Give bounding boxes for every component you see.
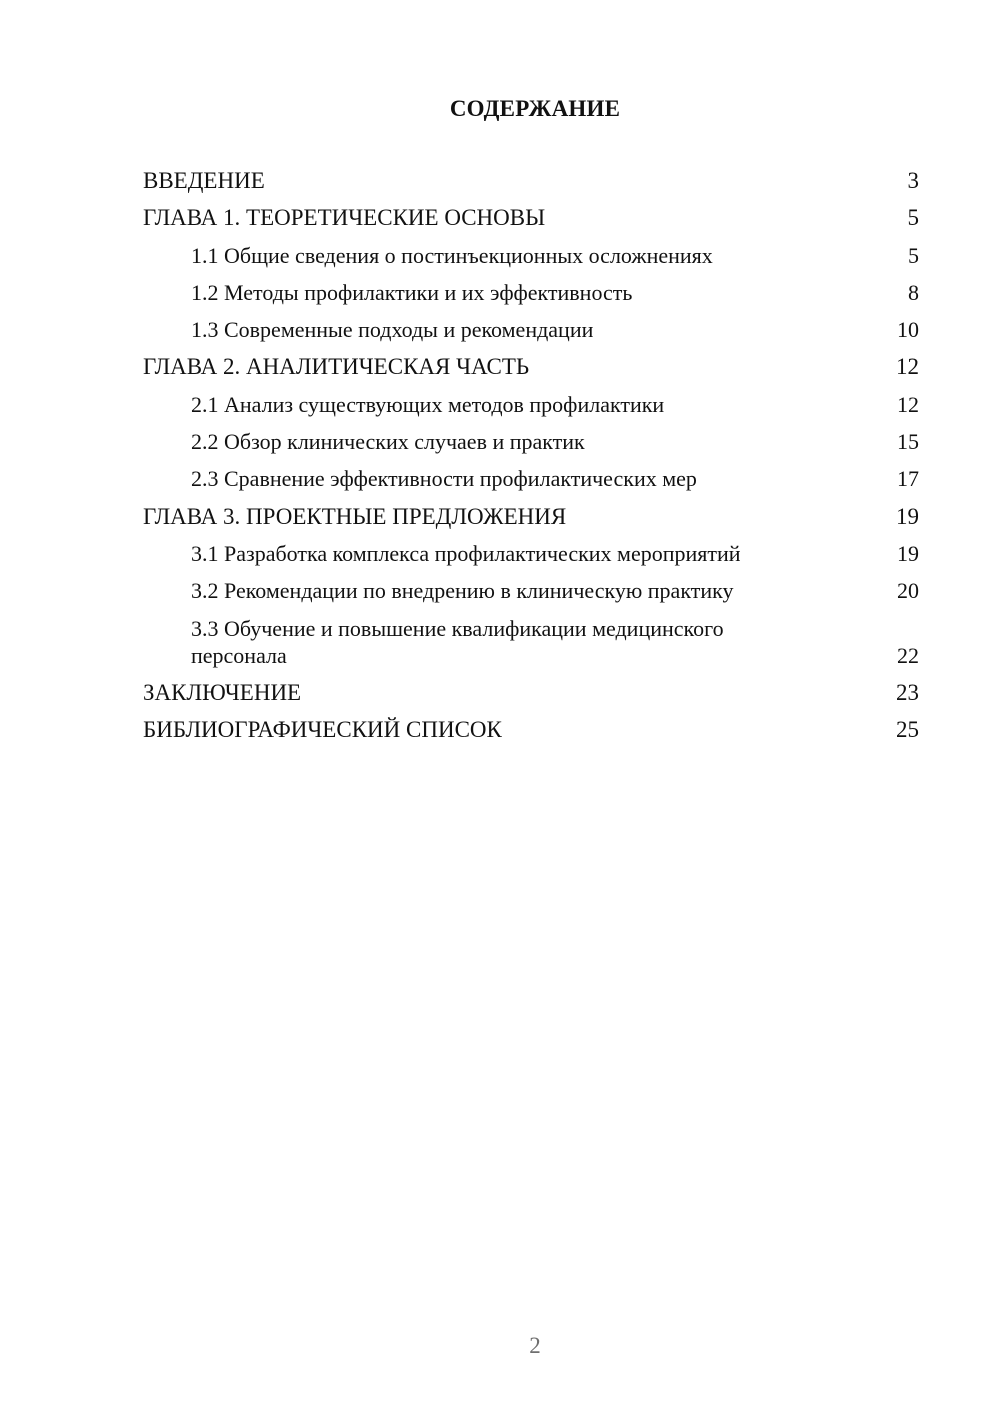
toc-entry-label: ГЛАВА 1. ТЕОРЕТИЧЕСКИЕ ОСНОВЫ xyxy=(143,205,546,231)
toc-entry-label: 1.3 Современные подходы и рекомендации xyxy=(191,317,594,343)
toc-entry-chapter-1[interactable] xyxy=(143,204,919,231)
toc-entry-label: ГЛАВА 3. ПРОЕКТНЫЕ ПРЕДЛОЖЕНИЯ xyxy=(143,503,567,529)
toc-entry-page: 19 xyxy=(897,540,919,566)
table-of-contents xyxy=(143,167,919,753)
toc-entry-label: 1.2 Методы профилактики и их эффективность xyxy=(191,279,633,305)
toc-entry-page: 5 xyxy=(907,205,919,231)
toc-entry-page: 10 xyxy=(897,317,919,343)
toc-entry-section-1-2[interactable] xyxy=(143,279,919,306)
toc-entry-introduction[interactable] xyxy=(143,167,919,194)
toc-entry-label: ЗАКЛЮЧЕНИЕ xyxy=(143,679,302,705)
toc-entry-section-1-3[interactable] xyxy=(143,316,919,343)
toc-entry-page: 12 xyxy=(897,391,919,417)
toc-entry-page: 12 xyxy=(896,354,919,380)
toc-entry-page: 25 xyxy=(896,717,919,743)
toc-entry-chapter-2[interactable] xyxy=(143,353,919,380)
toc-entry-section-2-2[interactable] xyxy=(143,428,919,455)
toc-entry-label: ГЛАВА 2. АНАЛИТИЧЕСКАЯ ЧАСТЬ xyxy=(143,354,530,380)
toc-entry-page: 8 xyxy=(908,279,919,305)
toc-entry-page: 15 xyxy=(897,429,919,455)
toc-entry-section-3-1[interactable] xyxy=(143,540,919,567)
toc-entry-page: 20 xyxy=(897,578,919,604)
toc-entry-chapter-3[interactable] xyxy=(143,503,919,530)
toc-entry-label: 2.1 Анализ существующих методов профилактики xyxy=(191,391,665,417)
toc-entry-label: 2.2 Обзор клинических случаев и практик xyxy=(191,429,585,455)
toc-entry-section-3-2[interactable] xyxy=(143,577,919,604)
toc-entry-label: 1.1 Общие сведения о постинъекционных осложнениях xyxy=(191,242,713,268)
toc-entry-section-2-1[interactable] xyxy=(143,391,919,418)
page-title: СОДЕРЖАНИЕ xyxy=(449,96,621,121)
toc-entry-section-3-3[interactable] xyxy=(143,615,919,669)
toc-entry-section-2-3[interactable] xyxy=(143,465,919,492)
toc-entry-conclusion[interactable] xyxy=(143,679,919,706)
toc-entry-page: 17 xyxy=(897,466,919,492)
toc-entry-label: 3.2 Рекомендации по внедрению в клиническую практику xyxy=(191,578,734,604)
toc-entry-label: ВВЕДЕНИЕ xyxy=(143,168,265,193)
toc-entry-page: 5 xyxy=(908,242,919,268)
toc-entry-page: 22 xyxy=(897,642,919,668)
toc-entry-page: 3 xyxy=(907,168,919,193)
toc-entry-section-1-1[interactable] xyxy=(143,242,919,269)
page-number: 2 xyxy=(529,1333,541,1358)
toc-entry-page: 23 xyxy=(896,679,919,705)
toc-entry-page: 19 xyxy=(896,503,919,529)
toc-entry-label: 3.1 Разработка комплекса профилактических мероприятий xyxy=(191,540,741,566)
toc-entry-bibliography[interactable] xyxy=(143,716,919,743)
toc-entry-label: БИБЛИОГРАФИЧЕСКИЙ СПИСОК xyxy=(143,717,502,743)
toc-entry-label: 2.3 Сравнение эффективности профилактических мер xyxy=(191,466,697,492)
toc-entry-label: 3.3 Обучение и повышение квалификации медицинского персонала xyxy=(191,615,724,668)
